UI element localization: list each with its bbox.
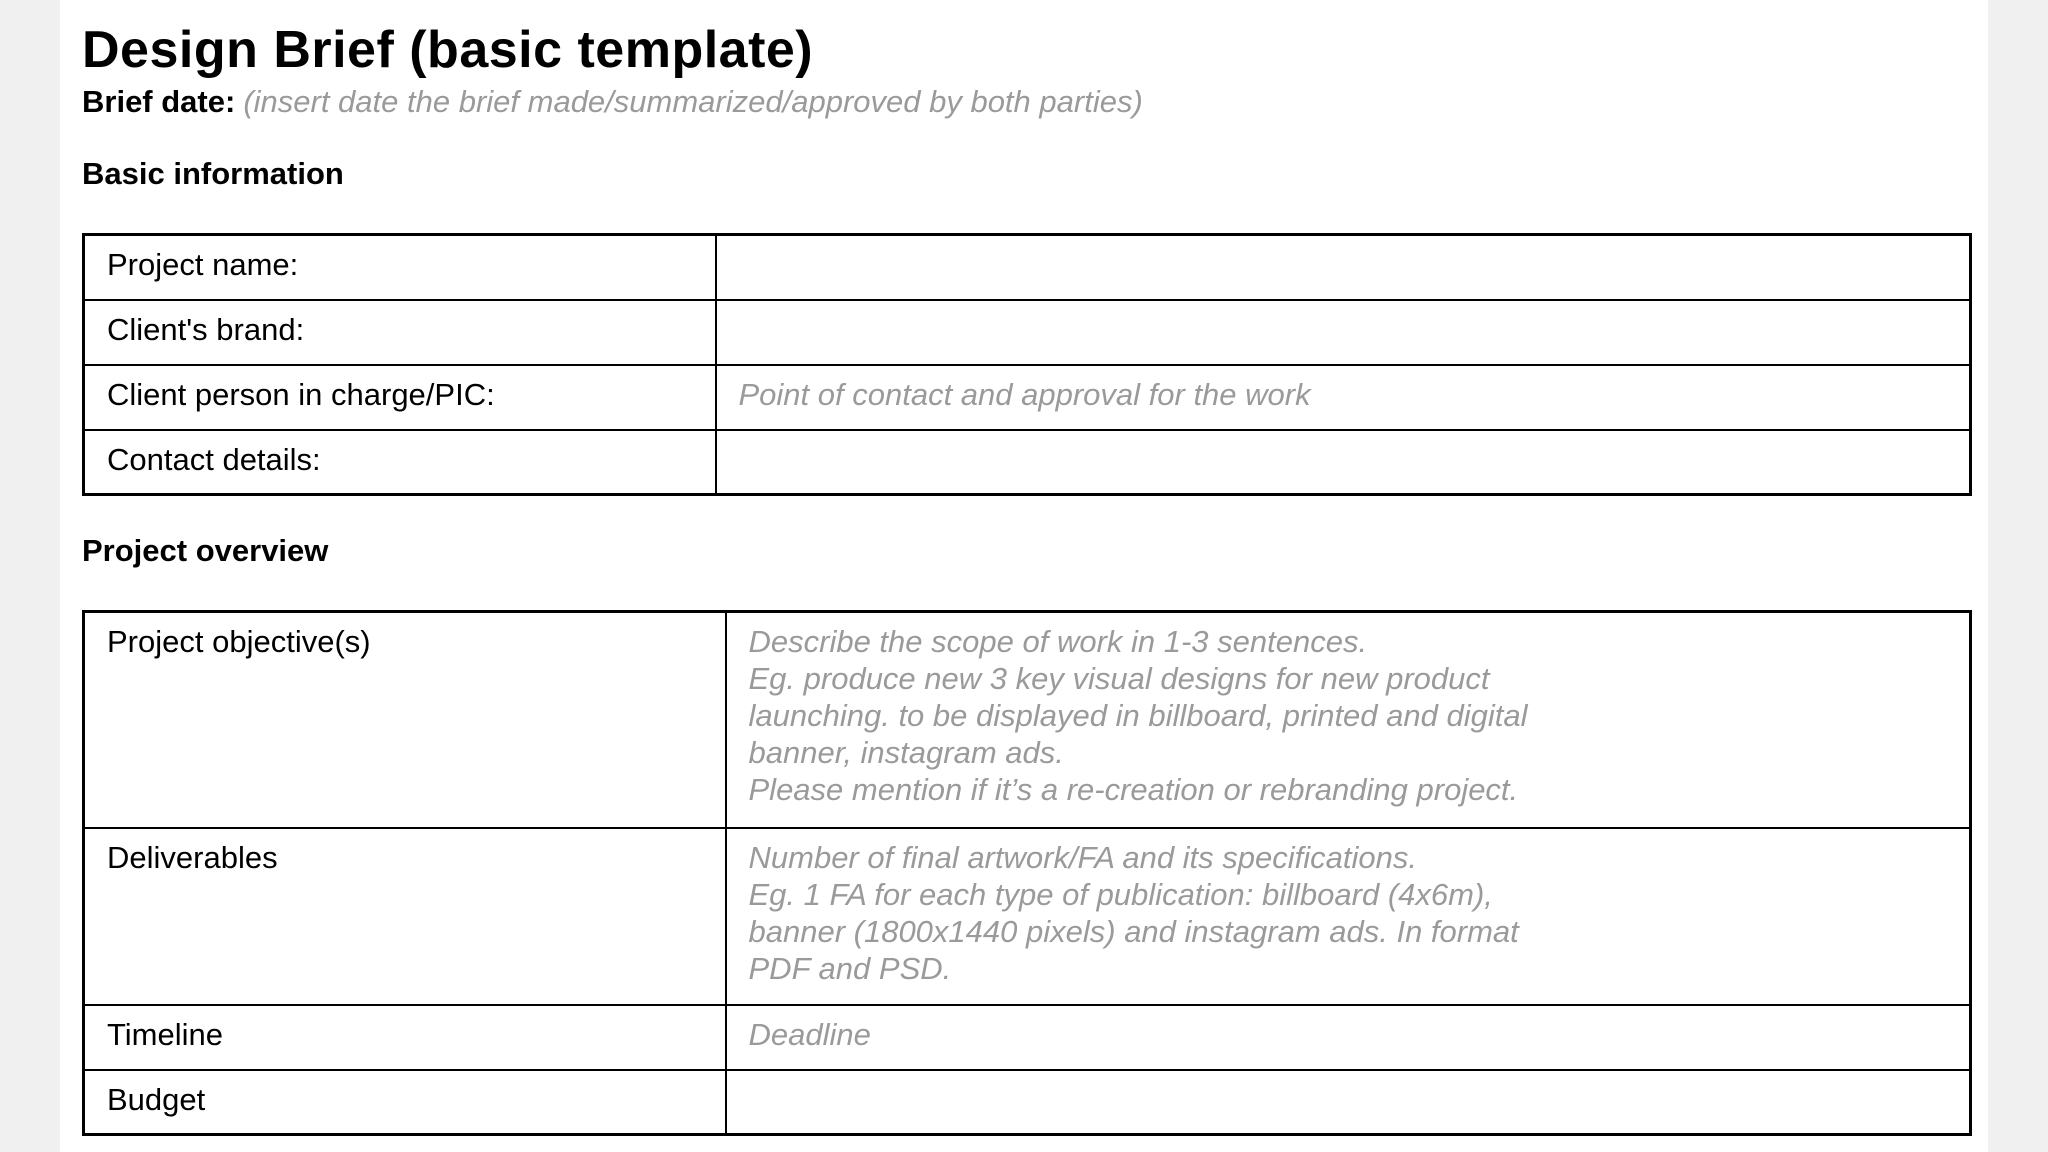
objective-hint-line: banner, instagram ads. bbox=[748, 735, 1064, 770]
budget-label: Budget bbox=[84, 1070, 726, 1135]
basic-information-heading: Basic information bbox=[82, 156, 344, 191]
document-page bbox=[60, 0, 1988, 1152]
clients-brand-value[interactable] bbox=[716, 300, 1971, 365]
deliverables-hint-line: Eg. 1 FA for each type of publication: billboard (4x6m), bbox=[748, 876, 1493, 912]
table-row bbox=[84, 365, 1971, 430]
project-name-value[interactable] bbox=[716, 235, 1971, 300]
deliverables-label: Deliverables bbox=[84, 828, 726, 1005]
project-name-label: Project name: bbox=[84, 235, 716, 300]
timeline-hint: Deadline bbox=[748, 1016, 871, 1052]
project-overview-heading: Project overview bbox=[82, 533, 329, 568]
table-row bbox=[84, 612, 1971, 828]
project-objectives-label: Project objective(s) bbox=[84, 612, 726, 828]
timeline-label: Timeline bbox=[84, 1005, 726, 1070]
objective-hint-line: launching. to be displayed in billboard, printed and digital bbox=[748, 698, 1528, 733]
contact-details-value[interactable] bbox=[716, 430, 1971, 495]
table-row bbox=[84, 235, 1971, 300]
objective-hint-line: Please mention if it’s a re-creation or rebranding project. bbox=[748, 772, 1519, 807]
project-objectives-value[interactable] bbox=[726, 612, 1971, 828]
deliverables-hint-line: Number of final artwork/FA and its specifications. bbox=[748, 839, 1417, 875]
table-row bbox=[84, 1005, 1971, 1070]
clients-brand-label: Client's brand: bbox=[84, 300, 716, 365]
brief-date-label: Brief date: bbox=[82, 84, 236, 119]
deliverables-value[interactable] bbox=[726, 828, 1971, 1005]
brief-date-hint: (insert date the brief made/summarized/approved by both parties) bbox=[243, 84, 1143, 119]
table-row bbox=[84, 430, 1971, 495]
deliverables-hint-line: banner (1800x1440 pixels) and instagram ads. In format bbox=[748, 913, 1519, 949]
client-pic-label: Client person in charge/PIC: bbox=[84, 365, 716, 430]
contact-details-label: Contact details: bbox=[84, 430, 716, 495]
table-row bbox=[84, 1070, 1971, 1135]
timeline-value[interactable] bbox=[726, 1005, 1971, 1070]
client-pic-value[interactable]: Point of contact and approval for the work bbox=[716, 365, 1971, 430]
basic-information-table bbox=[82, 233, 1972, 496]
table-row bbox=[84, 828, 1971, 1005]
objective-hint-line: Eg. produce new 3 key visual designs for new product bbox=[748, 661, 1490, 696]
table-row bbox=[84, 300, 1971, 365]
brief-date-line bbox=[82, 84, 1143, 120]
budget-value[interactable] bbox=[726, 1070, 1971, 1135]
objective-hint-line: Describe the scope of work in 1-3 sentences. bbox=[748, 624, 1368, 659]
document-title: Design Brief (basic template) bbox=[82, 21, 814, 79]
deliverables-hint-line: PDF and PSD. bbox=[748, 950, 952, 986]
project-overview-table bbox=[82, 610, 1972, 1136]
